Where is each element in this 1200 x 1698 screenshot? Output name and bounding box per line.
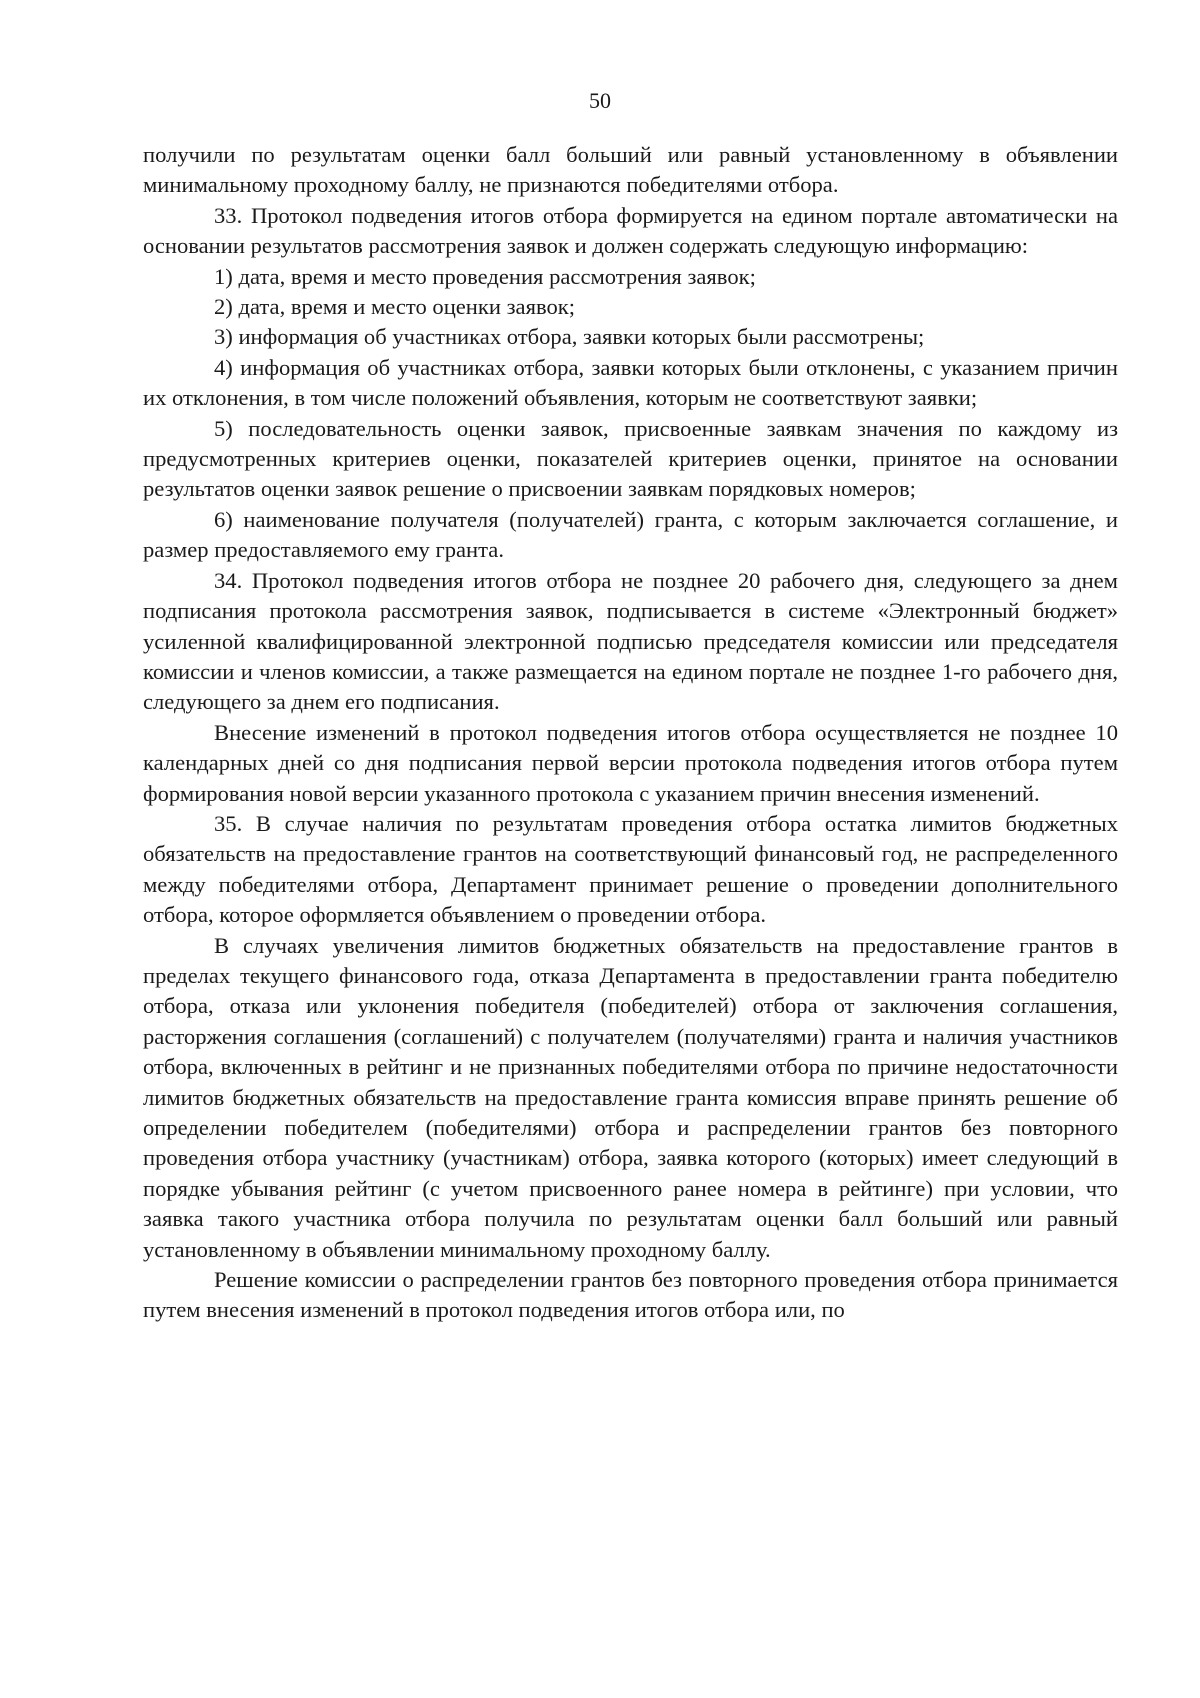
list-item-5: 5) последовательность оценки заявок, присвоенные заявкам значения по каждому из предусмотренных критериев оценки, показателей критериев оценки, принятое на основании результатов оценки заявок решение о присвоении заявкам порядковых номеров; bbox=[143, 415, 1118, 502]
list-item-3: 3) информация об участниках отбора, заявки которых были рассмотрены; bbox=[214, 324, 925, 350]
paragraph-continuation: получили по результатам оценки балл больший или равный установленному в объявлении минимальному проходному баллу, не признаются победителями отбора. bbox=[143, 142, 1118, 198]
page-number: 50 bbox=[589, 88, 611, 113]
document-body bbox=[143, 140, 1118, 1326]
list-item-2: 2) дата, время и место оценки заявок; bbox=[214, 294, 576, 320]
list-item-6: 6) наименование получателя (получателей) гранта, с которым заключается соглашение, и размер предоставляемого ему гранта. bbox=[143, 506, 1118, 563]
list-item-1: 1) дата, время и место проведения рассмотрения заявок; bbox=[214, 263, 756, 289]
paragraph-clause-34: 34. Протокол подведения итогов отбора не позднее 20 рабочего дня, следующего за днем подписания протокола рассмотрения заявок, подписывается в системе «Электронный бюджет» усиленной квалифицированной электронной подписью председателя комиссии или председателя комиссии и членов комиссии, а также размещается на едином портале не позднее 1-го рабочего дня, следующего за днем его подписания. bbox=[143, 567, 1118, 715]
paragraph-limit-increase: В случаях увеличения лимитов бюджетных обязательств на предоставление грантов в пределах текущего финансового года, отказа Департамента в предоставлении гранта победителю отбора, отказа или уклонения победителя (победителей) отбора от заключения соглашения, расторжения соглашения (соглашений) с получателем (получателями) гранта и наличия участников отбора, включенных в рейтинг и не признанных победителями отбора по причине недостаточности лимитов бюджетных обязательств на предоставление гранта комиссия вправе принять решение об определении победителем (победителями) отбора и распределении грантов без повторного проведения отбора участнику (участникам) отбора, заявка которого (которых) имеет следующий в порядке убывания рейтинг (с учетом присвоенного ранее номера в рейтинге) при условии, что заявка такого участника отбора получила по результатам оценки балл больший или равный установленному в объявлении минимальному проходному баллу. bbox=[143, 932, 1118, 1262]
paragraph-commission-decision: Решение комиссии о распределении грантов без повторного проведения отбора принимается путем внесения изменений в протокол подведения итогов отбора или, по bbox=[143, 1267, 1118, 1323]
paragraph-amendments: Внесение изменений в протокол подведения итогов отбора осуществляется не позднее 10 календарных дней со дня подписания первой версии протокола подведения итогов отбора путем формирования новой версии указанного протокола с указанием причин внесения изменений. bbox=[143, 719, 1118, 806]
paragraph-clause-33: 33. Протокол подведения итогов отбора формируется на едином портале автоматически на основании результатов рассмотрения заявок и должен содержать следующую информацию: bbox=[143, 202, 1118, 259]
list-item-4: 4) информация об участниках отбора, заявки которых были отклонены, с указанием причин их отклонения, в том числе положений объявления, которым не соответствуют заявки; bbox=[143, 354, 1118, 411]
paragraph-clause-35: 35. В случае наличия по результатам проведения отбора остатка лимитов бюджетных обязательств на предоставление грантов на соответствующий финансовый год, не распределенного между победителями отбора, Департамент принимает решение о проведении дополнительного отбора, которое оформляется объявлением о проведении отбора. bbox=[143, 810, 1118, 928]
